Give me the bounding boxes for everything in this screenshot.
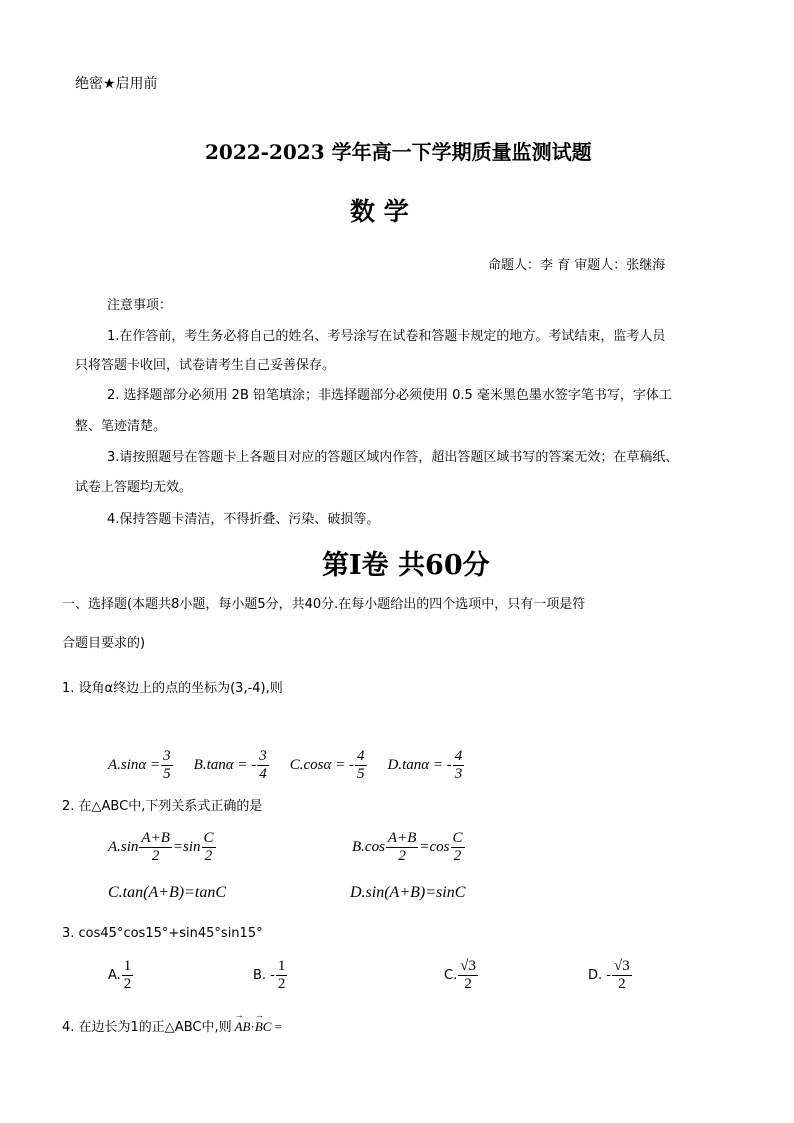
question-3-option-d: D. - $\frac{√3}{2}$ — [588, 958, 630, 992]
question-1-option-b: B.tanα = - $\frac{3}{4}$ — [193, 748, 267, 782]
question-1-option-a: A.sinα = $\frac{3}{5}$ — [108, 748, 171, 782]
question-1-option-c: C.cosα = - $\frac{4}{5}$ — [289, 748, 365, 782]
section-intro-line-1: 一、选择题(本题共8小题，每小题5分，共40分.在每小题给出的四个选项中，只有一项是符 — [62, 597, 586, 612]
author-line: 命题人：李 育 审题人：张继海 — [488, 258, 666, 273]
question-3-option-a: A. $\frac{1}{2}$ — [108, 958, 132, 992]
equals-sign: = — [274, 1019, 282, 1034]
notice-item-1-line-1: 1.在作答前，考生务必将自己的姓名、考号涂写在试卷和答题卡规定的地方。考试结束，监考人员 — [107, 329, 666, 344]
notice-item-2-line-2: 整、笔迹清楚。 — [75, 419, 167, 434]
question-2-stem: 2. 在△ABC中,下列关系式正确的是 — [62, 799, 263, 814]
vector-bc: → BC — [255, 1019, 272, 1035]
subject-title: 数 学 — [350, 197, 409, 226]
question-3-stem: 3. cos45°cos15°+sin45°sin15° — [62, 926, 263, 941]
question-2-option-c: C.tan(A+B)=tanC — [108, 884, 227, 901]
question-2-option-a: A.sin $\frac{A+B}{2}$ =sin $\frac{C}{2}$ — [108, 830, 214, 864]
notice-item-4: 4.保持答题卡清洁，不得折叠、污染、破损等。 — [107, 512, 380, 527]
exam-title: 2022-2023 学年高一下学期质量监测试题 — [205, 140, 592, 164]
notice-heading: 注意事项： — [107, 298, 173, 313]
confidential-mark: 绝密★启用前 — [75, 76, 158, 92]
notice-item-3-line-1: 3.请按照题号在答题卡上各题目对应的答题区域内作答，超出答题区域书写的答案无效；在草稿纸、 — [107, 450, 679, 465]
question-2-option-d: D.sin(A+B)=sinC — [350, 884, 466, 901]
question-1-stem: 1. 设角α终边上的点的坐标为(3,-4),则 — [62, 681, 283, 696]
question-1-options — [108, 748, 465, 783]
notice-item-3-line-2: 试卷上答题均无效。 — [75, 480, 193, 495]
question-3-option-c: C. $\frac{√3}{2}$ — [444, 958, 476, 992]
notice-item-1-line-2: 只将答题卡收回，试卷请考生自己妥善保存。 — [75, 358, 336, 373]
question-1-option-d: D.tanα = - $\frac{4}{3}$ — [387, 748, 463, 782]
dot-operator: · — [250, 1019, 255, 1034]
notice-item-2-line-1: 2. 选择题部分必须用 2B 铅笔填涂；非选择题部分必须使用 0.5 毫米黑色墨水签字笔书写，字体工 — [107, 388, 672, 403]
vector-ab: → AB — [235, 1019, 251, 1035]
section-title: 第Ⅰ卷 共60分 — [322, 550, 490, 581]
question-4 — [62, 1016, 282, 1035]
section-intro-line-2: 合题目要求的) — [62, 636, 146, 651]
question-2-option-b: B.cos $\frac{A+B}{2}$ =cos $\frac{C}{2}$ — [352, 830, 463, 864]
question-4-stem: 4. 在边长为1的正△ABC中,则 — [62, 1020, 232, 1035]
question-3-option-b: B. - $\frac{1}{2}$ — [253, 958, 286, 992]
